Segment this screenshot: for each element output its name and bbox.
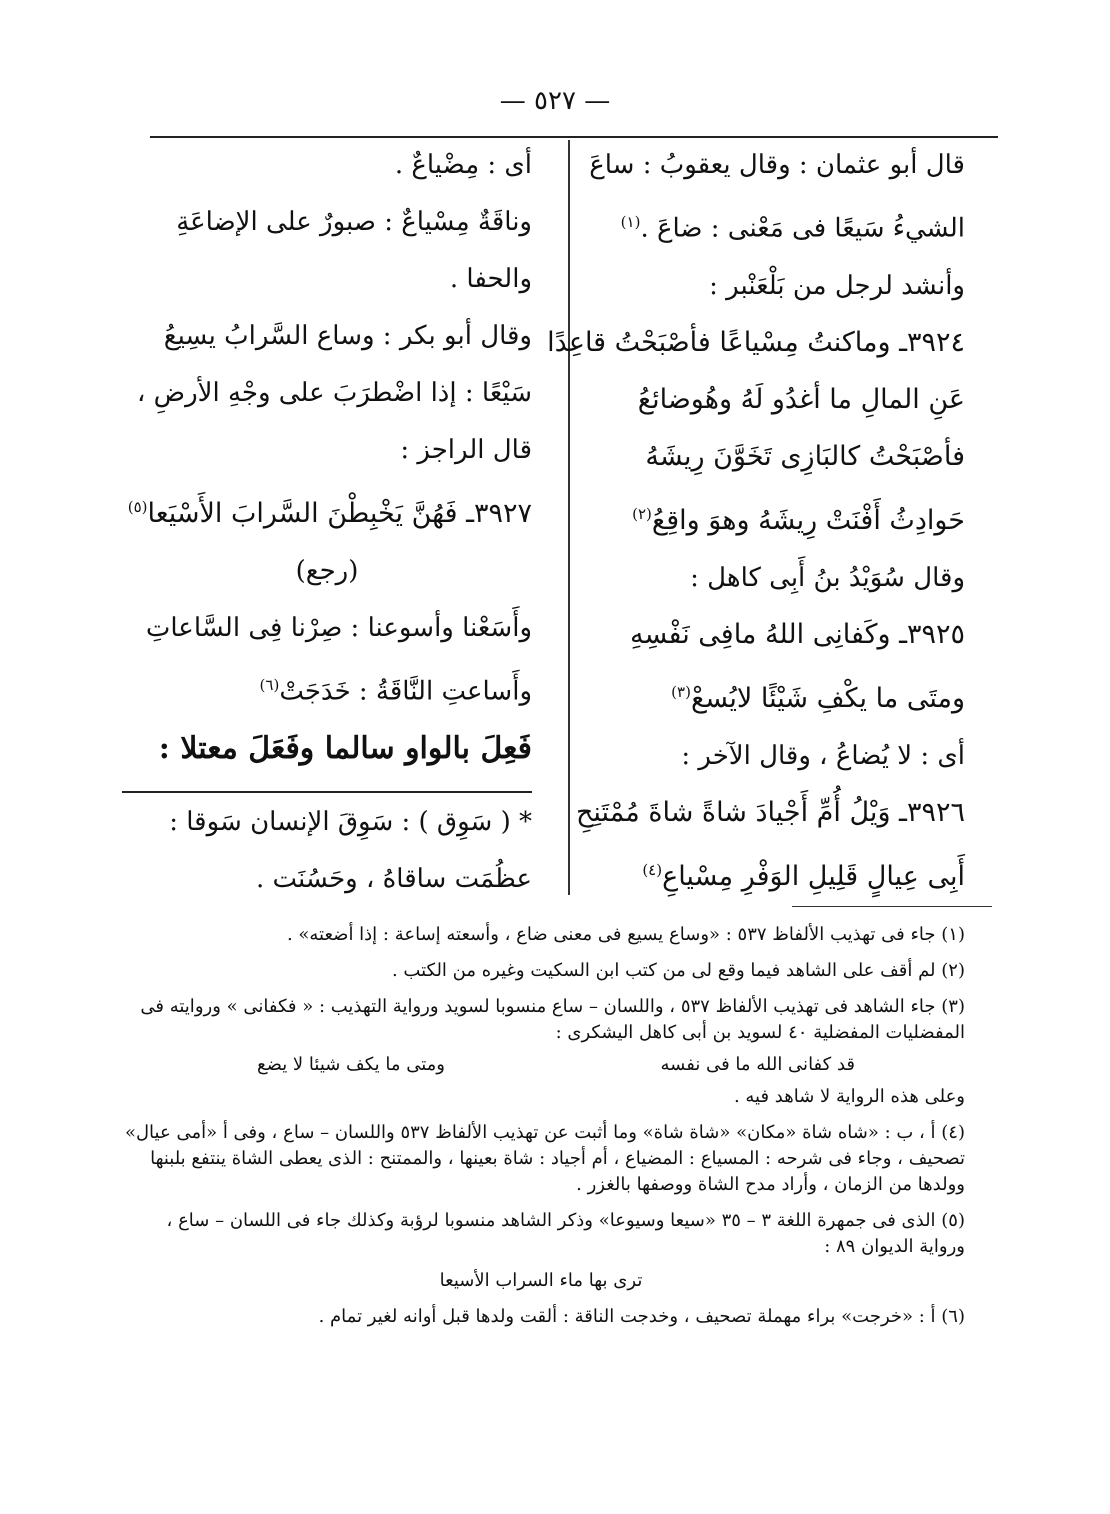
footnote: (٦) أ : «خرجت» براء مهملة تصحيف ، وخدجت الناقة : ألقت ولدها قبل أوانه لغير تمام .	[318, 1306, 965, 1327]
text-line: وقال أبو بكر : وساع السَّرابُ يسِيعُ	[163, 321, 532, 351]
text-line: * ( سَوِق ) : سَوِقَ الإنسان سَوقا :	[169, 806, 532, 837]
text-line: قال الراجز :	[400, 435, 532, 465]
verse-line: ٣٩٢٧ـ فَهُنَّ يَخْبِطْنَ السَّرابَ الأَسْيَعا$^{(٥)}$	[127, 498, 532, 529]
text-line: والحفا .	[449, 264, 532, 294]
text-line: الشيءُ سَيعًا فى مَعْنى : ضاعَ .$^{(١)}$	[620, 213, 965, 244]
verse-line: ومتَى ما يكْفِ شَيْئًا لايُسعْ$^{(٣)}$	[671, 682, 965, 714]
heading-rule	[122, 791, 532, 793]
footnote-verse	[117, 1052, 965, 1078]
footnotes	[117, 922, 965, 1340]
verse-line: حَوادِثُ أَفْنَتْ رِيشَهُ وهوَ واقِعُ$^{(٢)}$	[632, 504, 965, 536]
left-column	[122, 150, 532, 921]
verse-line: ٣٩٢٤ـ وماكنتُ مِسْياعًا فأصْبَحْتُ قاعِدًا	[547, 326, 965, 358]
verse-hemistich: قد كفانى الله ما فى نفسه	[660, 1054, 855, 1075]
verse-line: فأصْبَحْتُ كالبَازِى تَخَوَّنَ رِيشَهُ	[645, 440, 965, 472]
footnote-text: وعلى هذه الرواية لا شاهد فيه .	[733, 1086, 965, 1107]
text-line: وأَسَعْنا وأسوعنا : صِرْنا فِى السَّاعاتِ	[145, 613, 532, 643]
footnote-text: (٣) جاء الشاهد فى تهذيب الألفاظ ٥٣٧ ، واللسان – ساع منسوبا لسويد ورواية التهذيب : « فكفانى » وروايته فى المفضليات المفضلية ٤٠ لسويد بن أبى كاهل اليشكرى :	[140, 996, 965, 1043]
footnote	[117, 994, 965, 1110]
verse-line: عَنِ المالِ ما أغدُو لَهُ وهُوضائعُ	[637, 383, 965, 415]
footnote-rule	[792, 906, 992, 907]
footnote-marker: (٦)	[259, 676, 280, 694]
text-line: وقال سُوَيْدُ بنُ أَبِى كاهل :	[690, 562, 965, 593]
footnote-marker: (٢)	[632, 504, 652, 523]
verse-hemistich: ومتى ما يكف شيئا لا يضع	[257, 1054, 445, 1075]
header-rule	[150, 136, 998, 138]
footnote: (١) جاء فى تهذيب الألفاظ ٥٣٧ : «وساع يسيع فى معنى ضاع ، وأسعته إساعة : إذا أضعته» .	[286, 924, 965, 945]
footnote-marker: (٤)	[642, 860, 663, 879]
footnote-verse: ترى بها ماء السراب الأسيعا	[439, 1270, 643, 1291]
footnote	[117, 1208, 965, 1294]
text-line: وأنشد لرجل من بَلْعَنْبر :	[709, 270, 965, 301]
text-line: سَيْعًا : إذا اضْطرَبَ على وجْهِ الأرضِ ،	[137, 378, 532, 408]
verse-line: ٣٩٢٥ـ وكَفانِى اللهُ مافِى نَفْسِهِ	[629, 618, 965, 650]
right-column	[547, 150, 965, 919]
page-number: — ٥٢٧ —	[499, 86, 611, 116]
text-line: وأَساعتِ النَّاقَةُ : خَدَجَتْ$^{(٦)}$	[259, 676, 532, 707]
footnote-text: (٥) الذى فى جمهرة اللغة ٣ – ٣٥ «سيعا وسيوعا» وذكر الشاهد منسوبا لرؤبة وكذلك جاء فى اللسان – ساع ، ورواية الديوان ٨٩ :	[166, 1210, 965, 1257]
footnote-marker: (١)	[620, 213, 641, 231]
text-line: وناقَةٌ مِسْياعٌ : صبورٌ على الإضاعَةِ	[176, 207, 532, 237]
footnote: (٤) أ ، ب : «شاه شاة «مكان» «شاة شاة» وما أثبت عن تهذيب الألفاظ ٥٣٧ واللسان – ساع ، وفى أ «أمى عيال» تصحيف ، وجاء فى شرحه : المسياع : المضياع ، أم أجياد : شاة بعينها ، والممتنح : الذى يعطى الشاة ينتفع بلبنها وولدها من الزمان ، وأراد مدح الشاة ووصفها بالغزر .	[124, 1122, 965, 1195]
section-heading: فَعِلَ بالواو سالما وفَعَلَ معتلا :	[158, 730, 532, 766]
text-line: عظُمَت ساقاهُ ، وحَسُنَت .	[256, 863, 532, 894]
footnote: (٢) لم أقف على الشاهد فيما وقع لى من كتب ابن السكيت وغيره من الكتب .	[391, 960, 965, 981]
text-line: (رجع)	[295, 556, 359, 586]
verse-line: أَبِى عِيالٍ قَلِيلِ الوَفْرِ مِسْياعِ$^{(٤)}$	[642, 860, 965, 892]
footnote-marker: (٥)	[127, 498, 148, 516]
footnote-marker: (٣)	[671, 682, 691, 701]
text-line: قال أبو عثمان : وقال يعقوبُ : ساعَ	[589, 150, 965, 180]
text-line: أى : لا يُضاعُ ، وقال الآخر :	[681, 740, 965, 771]
verse-line: ٣٩٢٦ـ وَيْلُ أُمِّ أَجْيادَ شاةً شاةَ مُمْتَنِحِ	[575, 796, 965, 828]
text-line: أى : مِضْياعٌ .	[394, 150, 532, 180]
